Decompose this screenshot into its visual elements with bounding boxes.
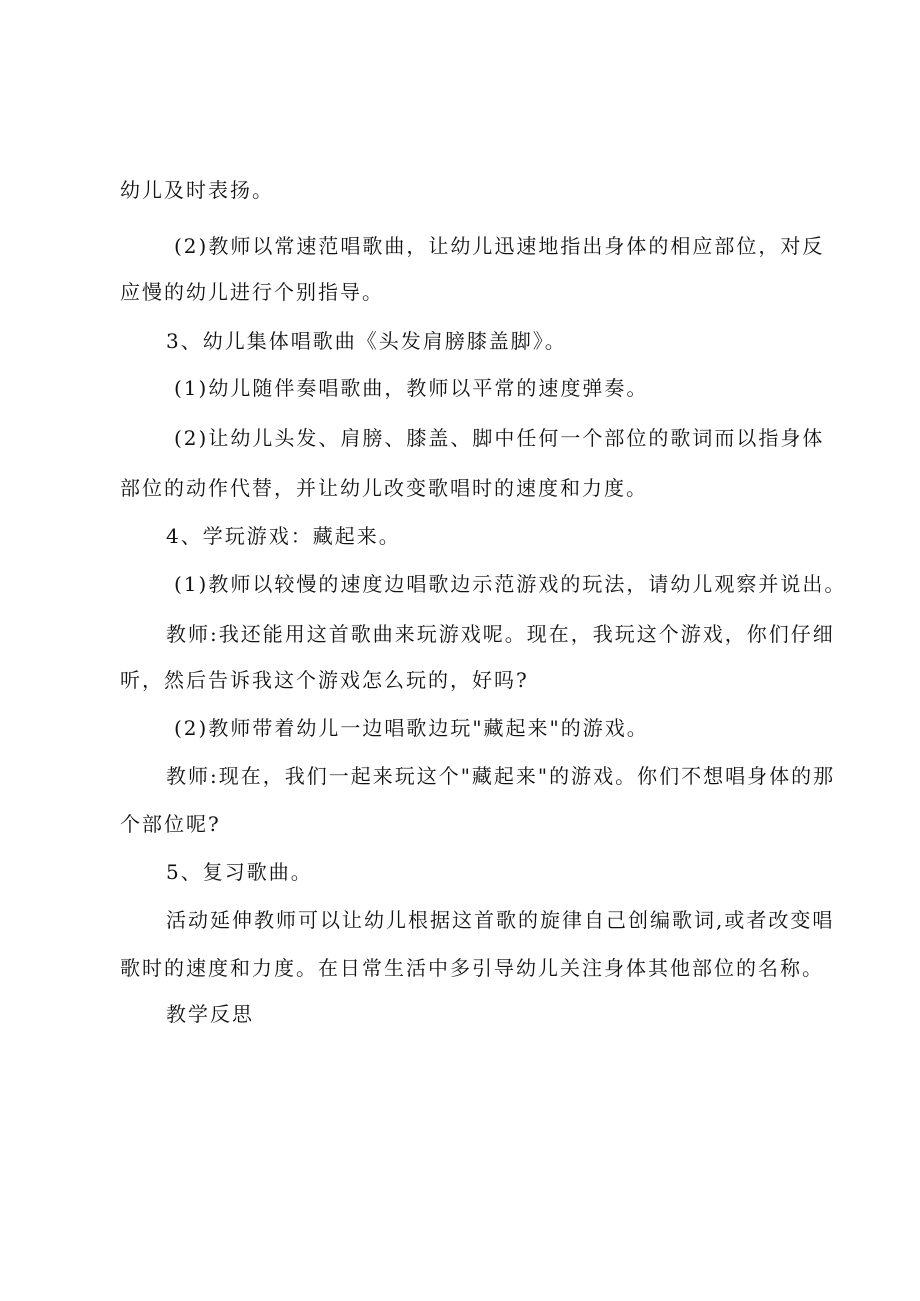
text-line: 个部位呢? xyxy=(120,812,221,836)
text-line: (2)让幼儿头发、肩膀、膝盖、脚中任何一个部位的歌词而以指身体 xyxy=(174,426,825,450)
section-heading: 3、幼儿集体唱歌曲《头发肩膀膝盖脚》。 xyxy=(166,329,567,353)
section-heading: 4、学玩游戏：藏起来。 xyxy=(166,524,401,548)
text-line: (1)教师以较慢的速度边唱歌边示范游戏的玩法，请幼儿观察并说出。 xyxy=(174,572,847,596)
text-line: (2)教师带着幼儿一边唱歌边玩"藏起来"的游戏。 xyxy=(174,716,649,740)
text-line: 活动延伸教师可以让幼儿根据这首歌的旋律自己创编歌词,或者改变唱 xyxy=(166,908,835,932)
text-line: 教师:现在，我们一起来玩这个"藏起来"的游戏。你们不想唱身体的那 xyxy=(166,764,836,788)
text-line: 应慢的幼儿进行个别指导。 xyxy=(120,280,384,304)
text-line: 听，然后告诉我这个游戏怎么玩的，好吗? xyxy=(120,668,529,692)
text-line: 教师:我还能用这首歌曲来玩游戏呢。现在，我玩这个游戏，你们仔细 xyxy=(166,622,835,646)
text-line: 歌时的速度和力度。在日常生活中多引导幼儿关注身体其他部位的名称。 xyxy=(120,956,824,980)
section-heading: 5、复习歌曲。 xyxy=(166,860,313,884)
text-line: (1)幼儿随伴奏唱歌曲，教师以平常的速度弹奏。 xyxy=(174,376,649,400)
section-heading: 教学反思 xyxy=(166,1002,254,1026)
text-line: (2)教师以常速范唱歌曲，让幼儿迅速地指出身体的相应部位，对反 xyxy=(174,234,825,258)
text-line: 部位的动作代替，并让幼儿改变歌唱时的速度和力度。 xyxy=(120,476,648,500)
text-line: 幼儿及时表扬。 xyxy=(120,178,274,202)
